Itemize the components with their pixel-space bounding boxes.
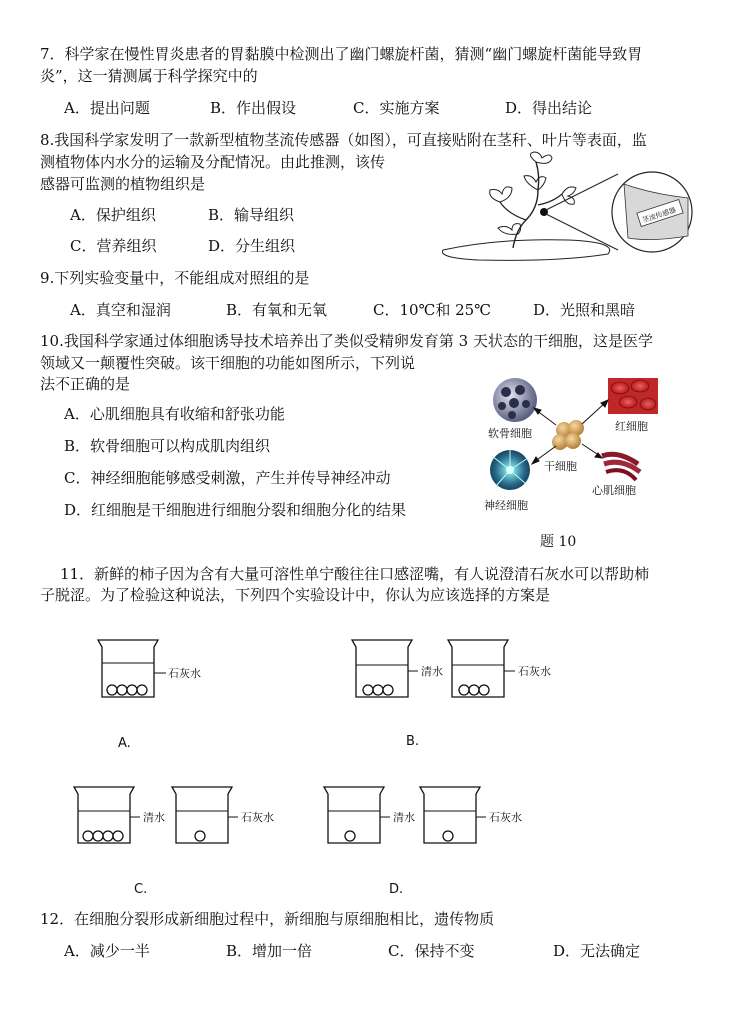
option-b-beaker-lime [448, 640, 515, 697]
leaf [490, 187, 512, 202]
q7-option-a: A．提出问题 [64, 99, 150, 117]
option-b-letter: B. [406, 734, 420, 749]
q9-option-a: A．真空和湿润 [70, 301, 171, 319]
figure-10-caption: 题 10 [540, 534, 577, 550]
option-c-beaker-lime [172, 787, 238, 843]
option-d-lime-water-label: 石灰水 [489, 811, 522, 824]
option-d-letter: D. [389, 882, 404, 897]
q10-option-d: D．红细胞是干细胞进行细胞分裂和细胞分化的结果 [64, 501, 407, 519]
option-b-beaker-water [352, 640, 418, 697]
label-red-blood-cell: 红细胞 [615, 420, 648, 433]
option-d-beaker-lime [420, 787, 486, 843]
q8-stem-line3: 感器可监测的植物组织是 [40, 175, 206, 193]
neuron-cell-image [490, 450, 530, 490]
option-a-letter: A. [118, 736, 131, 751]
plant-stem [513, 162, 539, 248]
q8-stem-line1: 8.我国科学家发明了一款新型植物茎流传感器（如图），可直接贴附在茎秆、叶片等表面，监 [40, 131, 647, 149]
q7-option-b: B．作出假设 [210, 99, 297, 117]
q8-stem-line2: 测植物体内水分的运输及分配情况。由此推测，该传 [40, 153, 386, 171]
option-a-lime-water-label: 石灰水 [168, 667, 201, 680]
q9-option-c: C．10℃和 25℃ [373, 301, 491, 319]
option-a-beaker [98, 640, 166, 697]
q10-stem-line2: 领域又一颠覆性突破。该干细胞的功能如图所示，下列说 [40, 354, 416, 372]
option-c-water-label: 清水 [143, 811, 165, 824]
ground [442, 240, 609, 261]
stem-cell-figure [478, 370, 678, 515]
option-b-water-label: 清水 [421, 665, 443, 678]
label-stem-cell: 干细胞 [544, 460, 577, 473]
q7-stem-line1: 7．科学家在慢性胃炎患者的胃黏膜中检测出了幽门螺旋杆菌，猜测“幽门螺旋杆菌能导致胃 [40, 45, 643, 63]
sensor-label: 茎流传感器 [641, 206, 678, 225]
q7-option-c: C．实施方案 [353, 99, 440, 117]
q12-option-b: B．增加一倍 [226, 942, 313, 960]
q10-option-a: A．心肌细胞具有收缩和舒张功能 [64, 405, 285, 423]
option-c-lime-water-label: 石灰水 [241, 811, 274, 824]
q8-option-b: B．输导组织 [208, 206, 295, 224]
label-neuron-cell: 神经细胞 [484, 499, 528, 512]
q11-stem-line1: 11．新鲜的柿子因为含有大量可溶性单宁酸往往口感涩嘴，有人说澄清石灰水可以帮助柿 [60, 565, 650, 583]
cardiac-muscle-cell-image [602, 454, 640, 480]
q7-option-d: D．得出结论 [505, 99, 593, 117]
option-b-lime-water-label: 石灰水 [518, 665, 551, 678]
beaker-experiment-figure [60, 625, 680, 900]
q9-option-d: D．光照和黑暗 [533, 301, 636, 319]
q12-option-c: C．保持不变 [388, 942, 475, 960]
plant-sensor-figure [438, 150, 698, 265]
q8-option-c: C．营养组织 [70, 237, 157, 255]
option-d-water-label: 清水 [393, 811, 415, 824]
q12-stem: 12．在细胞分裂形成新细胞过程中，新细胞与原细胞相比，遗传物质 [40, 910, 495, 928]
leaf [524, 176, 546, 190]
red-blood-cell-image [608, 378, 658, 414]
q9-option-b: B．有氧和无氧 [226, 301, 328, 319]
q11-stem-line2: 子脱涩。为了检验这种说法，下列四个实验设计中，你认为应该选择的方案是 [40, 586, 551, 604]
option-d-beaker-water [324, 787, 390, 843]
label-cartilage-cell: 软骨细胞 [488, 427, 532, 440]
option-c-letter: C. [134, 882, 148, 897]
q10-stem-line1: 10.我国科学家通过体细胞诱导技术培养出了类似受精卵发育第 3 天状态的干细胞，这是医学 [40, 332, 653, 350]
q7-stem-line2: 炎”，这一猜测属于科学探究中的 [40, 67, 258, 85]
q10-option-b: B．软骨细胞可以构成肌肉组织 [64, 437, 271, 455]
cartilage-cell-image [493, 378, 537, 422]
leaf [530, 152, 552, 163]
q8-option-a: A．保护组织 [70, 206, 156, 224]
q9-stem: 9.下列实验变量中，不能组成对照组的是 [40, 269, 310, 287]
q12-option-a: A．减少一半 [64, 942, 150, 960]
q12-option-d: D．无法确定 [553, 942, 641, 960]
q10-stem-line3: 法不正确的是 [40, 375, 131, 393]
q10-option-c: C．神经细胞能够感受刺激，产生并传导神经冲动 [64, 469, 391, 487]
label-cardiac-muscle-cell: 心肌细胞 [592, 484, 636, 497]
q8-option-d: D．分生组织 [208, 237, 296, 255]
option-c-beaker-water [74, 787, 140, 843]
stem-cell-image [552, 420, 584, 450]
